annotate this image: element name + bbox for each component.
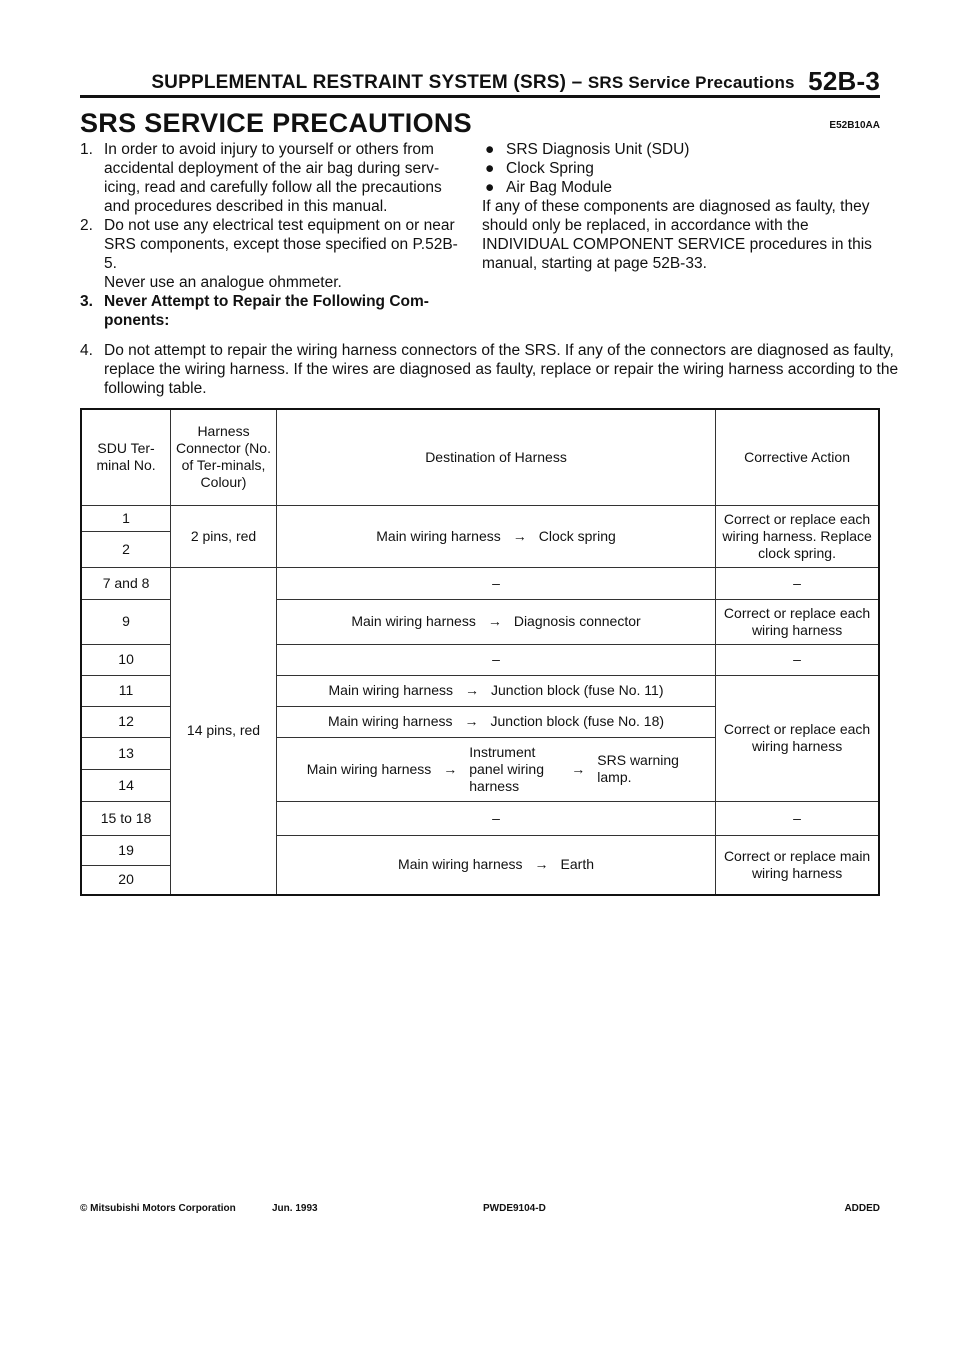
action-cell: – (716, 567, 879, 599)
destination-cell (276, 505, 715, 567)
bullet-text: Air Bag Module (506, 179, 612, 196)
dest-from: Main wiring harness (376, 527, 501, 544)
list-item-1 (80, 140, 466, 216)
page-header (80, 64, 880, 98)
item-text: In order to avoid injury to yourself or others from accidental deployment of the air bag during serv-icing, read and carefully follow all the precautions and procedures described in this manual. (104, 141, 442, 215)
list-item (482, 159, 882, 178)
connector-cell: 2 pins, red (171, 505, 277, 567)
terminal-cell: 11 (81, 675, 171, 706)
table-row (81, 567, 879, 599)
bullet-icon: ● (485, 141, 495, 158)
item-number: 4. (80, 342, 93, 359)
action-cell: – (716, 801, 879, 835)
action-cell: – (716, 644, 879, 675)
footer-copyright: © Mitsubishi Motors Corporation (80, 1203, 236, 1214)
bullet-icon: ● (485, 179, 495, 196)
terminal-cell: 20 (81, 865, 171, 895)
dest-to: Earth (560, 856, 594, 873)
bullet-text: Clock Spring (506, 160, 594, 177)
terminal-cell: 1 (81, 505, 171, 531)
terminal-cell: 19 (81, 835, 171, 865)
connector-cell: 14 pins, red (171, 567, 277, 895)
left-column (80, 140, 466, 330)
footer-date: Jun. 1993 (272, 1203, 318, 1214)
destination-cell (276, 706, 715, 737)
terminal-cell: 15 to 18 (81, 801, 171, 835)
arrow-icon: → (571, 760, 586, 777)
table-header-row (81, 409, 879, 505)
bullet-icon: ● (485, 160, 495, 177)
action-cell: Correct or replace each wiring harness (716, 675, 879, 801)
section-code: E52B10AA (829, 120, 880, 131)
component-note: If any of these components are diagnosed as faulty, they should only be replaced, in accordance with the INDIVIDUAL COMPONENT SERVICE procedures in this manual, starting at page 52B-33. (482, 198, 872, 272)
terminal-cell: 2 (81, 531, 171, 567)
destination-cell: – (276, 644, 715, 675)
dest-from: Main wiring harness (328, 682, 454, 698)
destination-cell (276, 835, 715, 895)
dest-to: SRS warning lamp. (597, 752, 679, 785)
terminal-cell: 13 (81, 737, 171, 769)
action-cell: Correct or replace main wiring harness (716, 835, 879, 895)
header-section: SRS Service Precautions (587, 73, 795, 92)
header-text (151, 66, 880, 97)
dest-from: Main wiring harness (328, 713, 453, 729)
item-text: Do not use any electrical test equipment on or near SRS components, except those specified on P.52B-5. (104, 217, 458, 272)
terminal-cell: 10 (81, 644, 171, 675)
dest-from: Main wiring harness (351, 613, 476, 629)
item-number: 2. (80, 217, 93, 234)
right-column (482, 140, 882, 273)
list-item (482, 178, 882, 197)
destination-cell (276, 737, 715, 801)
dest-to: Junction block (fuse No. 11) (491, 682, 664, 698)
page-number: 52B-3 (808, 66, 880, 96)
list-item-4 (80, 341, 904, 398)
header-system: SUPPLEMENTAL RESTRAINT SYSTEM (SRS) – (151, 72, 583, 93)
dest-to: Junction block (fuse No. 18) (490, 713, 665, 729)
header-destination: Destination of Harness (276, 409, 715, 505)
dest-to: Clock spring (538, 527, 616, 544)
item-number: 1. (80, 141, 93, 158)
footer-doc-number: PWDE9104-D (483, 1203, 546, 1214)
dest-chain (307, 744, 686, 795)
item-note: Never use an analogue ohmmeter. (104, 274, 342, 291)
page-title: SRS SERVICE PRECAUTIONS (80, 108, 472, 138)
arrow-icon: → (487, 613, 502, 629)
footer-status: ADDED (844, 1203, 880, 1214)
arrow-icon: → (512, 527, 527, 544)
dest-from: Main wiring harness (306, 760, 432, 777)
dest-to: Diagnosis connector (513, 613, 641, 629)
harness-table (80, 408, 880, 896)
arrow-icon: → (534, 856, 549, 873)
item-text: Never Attempt to Repair the Following Com-ponents: (104, 293, 429, 329)
dest-mid: Instrument panel wiring harness (469, 743, 544, 794)
destination-cell (276, 599, 715, 644)
item-number: 3. (80, 293, 93, 310)
dest-from: Main wiring harness (398, 856, 523, 873)
bullet-text: SRS Diagnosis Unit (SDU) (506, 141, 690, 158)
destination-cell: – (276, 567, 715, 599)
arrow-icon: → (465, 682, 480, 698)
arrow-icon: → (464, 713, 479, 729)
arrow-icon: → (443, 760, 458, 777)
header-connector: Harness Connector (No. of Ter-minals, Colour) (171, 409, 277, 505)
page-footer (80, 1203, 880, 1219)
action-cell: Correct or replace each wiring harness (716, 599, 879, 644)
terminal-cell: 7 and 8 (81, 567, 171, 599)
terminal-cell: 14 (81, 769, 171, 801)
item-text: Do not attempt to repair the wiring harness connectors of the SRS. If any of the connectors are diagnosed as faulty, replace the wiring harness. If the wires are diagnosed as faulty, replace or repair the wiring harness according to the following table. (104, 342, 899, 397)
destination-cell (276, 675, 715, 706)
destination-cell: – (276, 801, 715, 835)
terminal-cell: 9 (81, 599, 171, 644)
action-cell: Correct or replace each wiring harness. Replace clock spring. (716, 505, 879, 567)
list-item-2 (80, 216, 466, 292)
header-terminal: SDU Ter-minal No. (81, 409, 171, 505)
list-item-3 (80, 292, 466, 330)
terminal-cell: 12 (81, 706, 171, 737)
list-item (482, 140, 882, 159)
header-action: Corrective Action (716, 409, 879, 505)
table-row (81, 505, 879, 531)
